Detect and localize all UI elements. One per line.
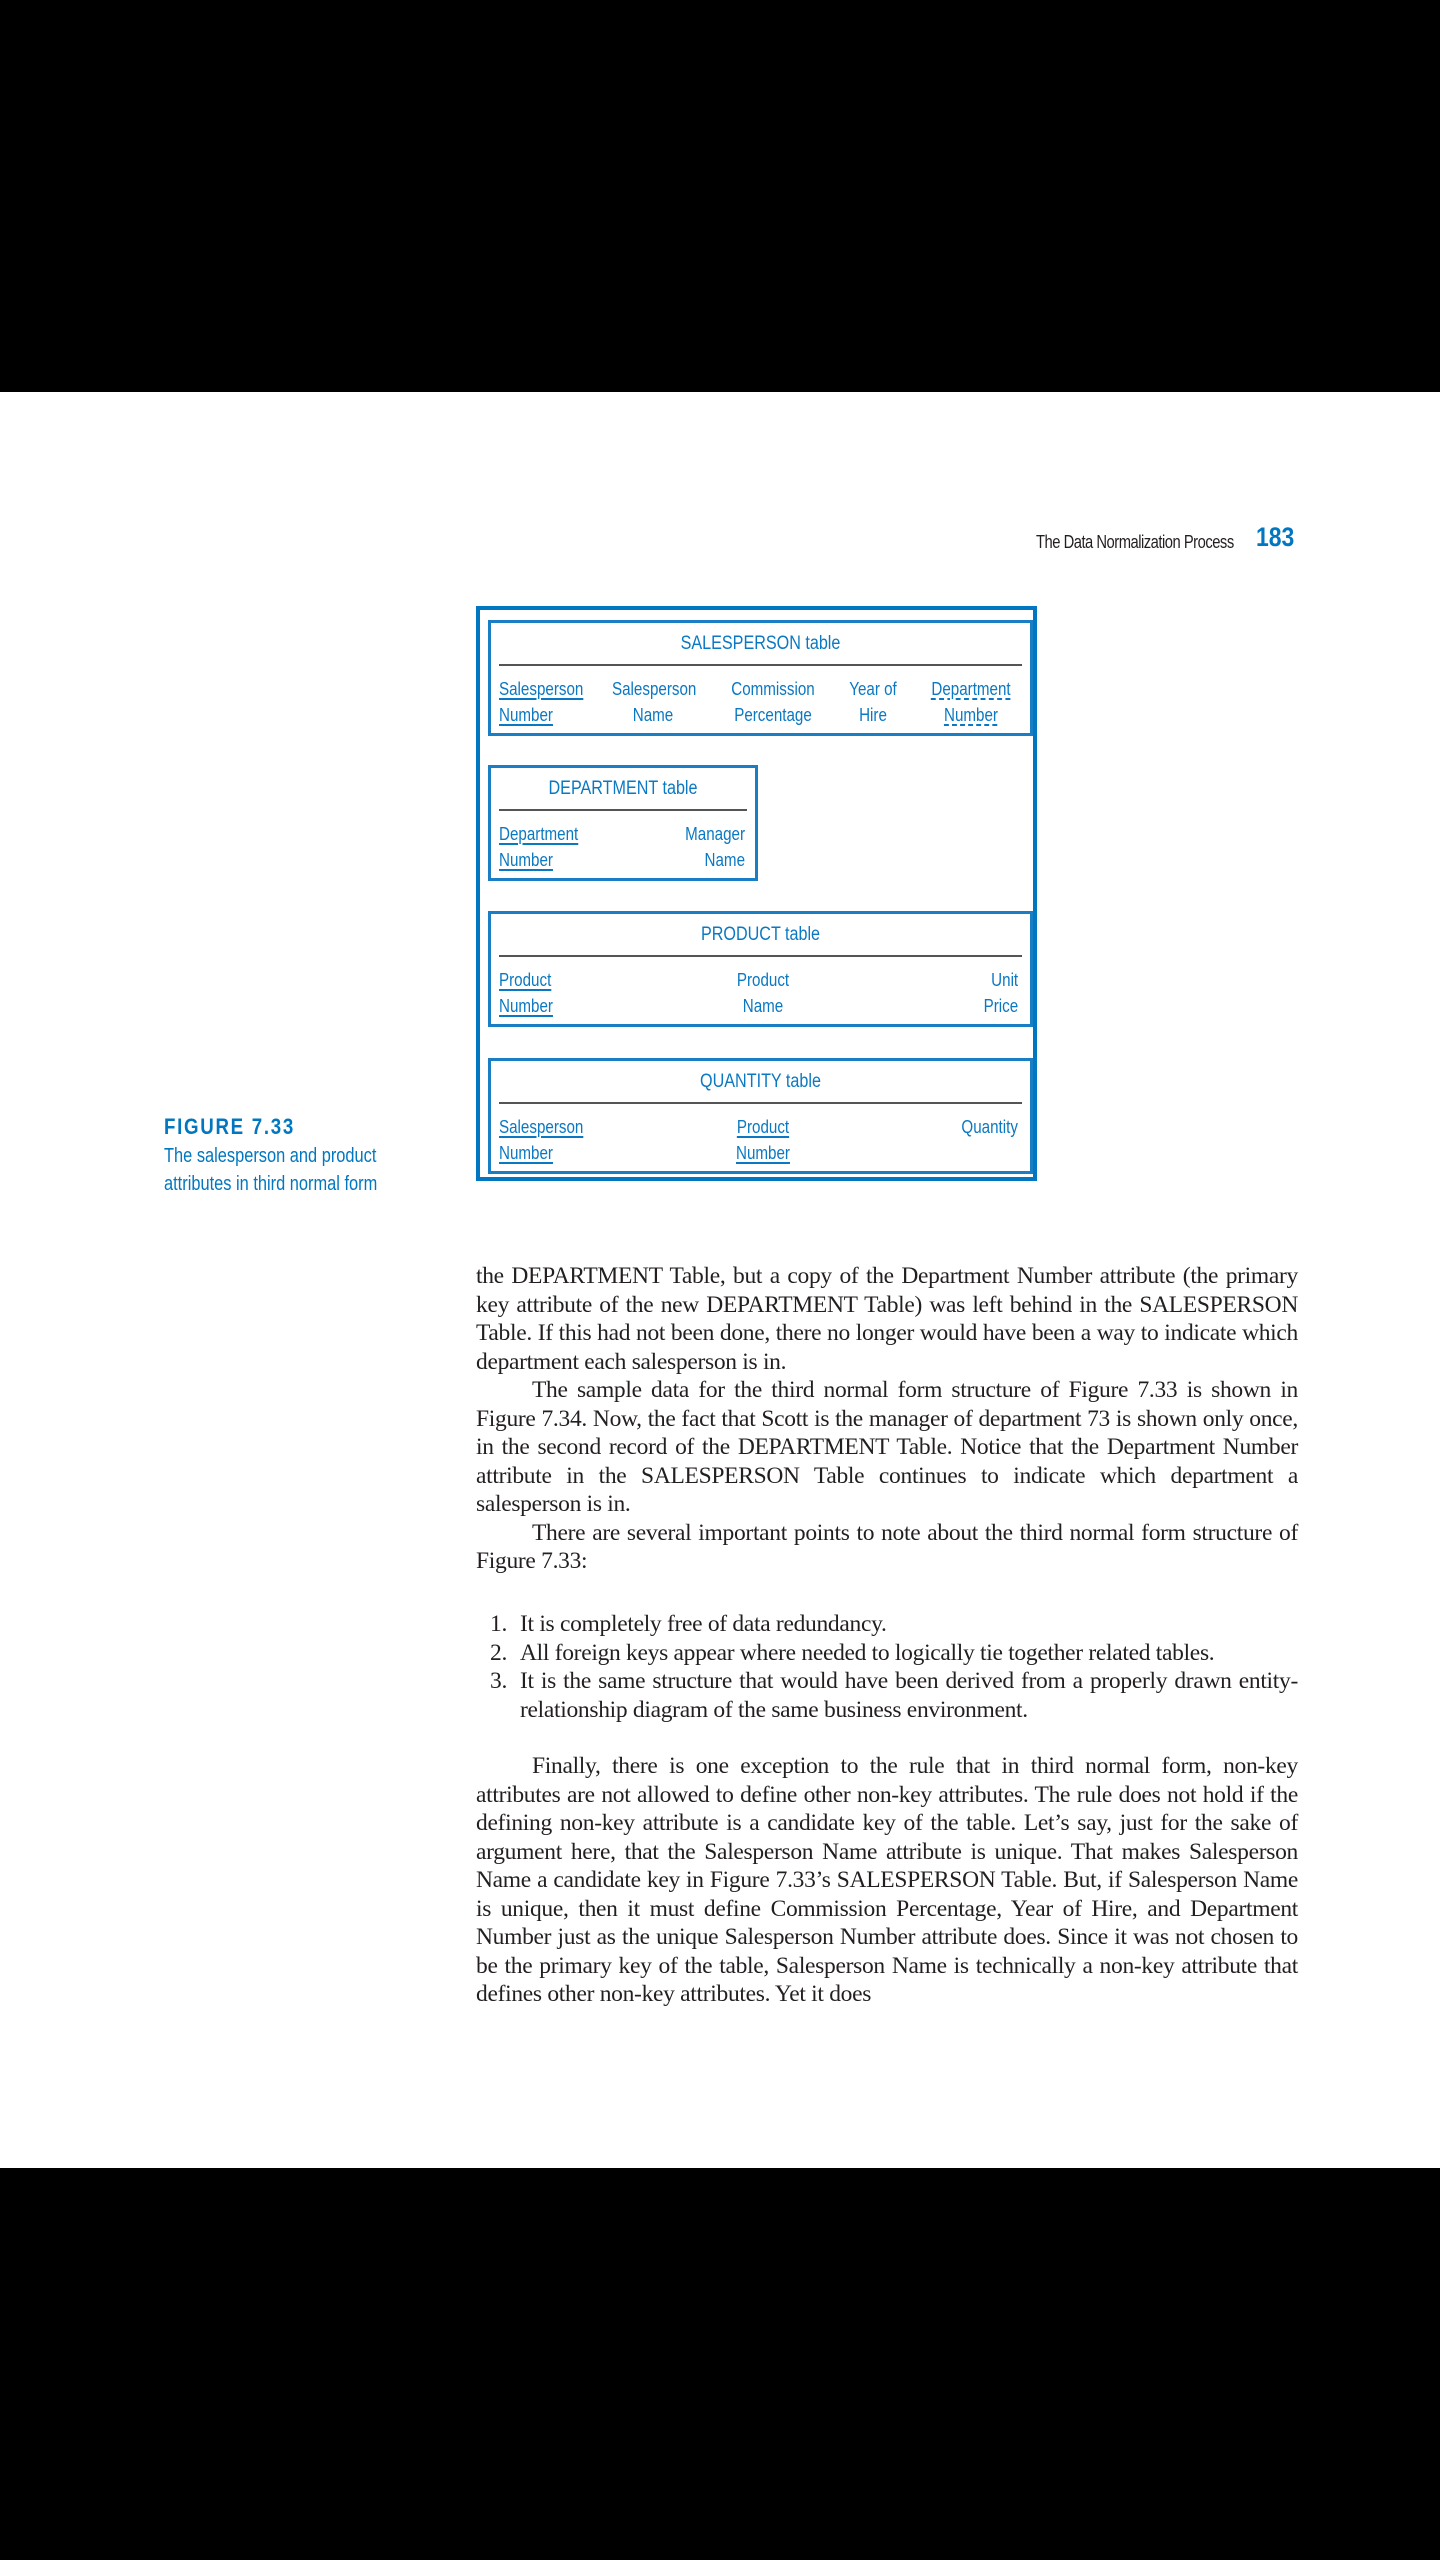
running-header-title: The Data Normalization Process bbox=[1036, 532, 1234, 552]
numbered-list bbox=[476, 1610, 1298, 1724]
divider bbox=[499, 1102, 1022, 1104]
salesperson-table bbox=[488, 620, 1033, 736]
attribute-primary-key: Product Number bbox=[499, 969, 553, 1016]
attribute: Product Name bbox=[736, 969, 790, 1016]
body-text-top bbox=[476, 1262, 1298, 1576]
attribute-primary-key: Salesperson Number bbox=[499, 678, 584, 725]
quantity-table bbox=[488, 1058, 1033, 1174]
attribute: Commission Percentage bbox=[731, 678, 815, 725]
figure-label: FIGURE 7.33 bbox=[164, 1114, 295, 1139]
product-table bbox=[488, 911, 1033, 1027]
attribute-primary-key: Department Number bbox=[499, 823, 579, 870]
attribute: Quantity bbox=[961, 1116, 1018, 1137]
attribute: Salesperson Name bbox=[612, 678, 697, 725]
list-item: 1. It is completely free of data redundancy. bbox=[490, 1611, 887, 1637]
department-table bbox=[488, 765, 758, 881]
figure-diagram bbox=[476, 606, 1037, 1181]
attribute: Unit Price bbox=[983, 969, 1018, 1016]
divider bbox=[499, 809, 747, 811]
body-text-bottom bbox=[476, 1752, 1298, 2009]
paragraph: The sample data for the third normal form structure of Figure 7.33 is shown in Figure 7.34. Now, the fact that Scott is the manager of department 73 is shown only once, in the second record of the DEPARTMENT Table. Notice that the Department Number attribute in the SALESPERSON Table continues to indicate which department a salesperson is in. bbox=[476, 1377, 1298, 1517]
attribute-composite-key: Product Number bbox=[736, 1116, 790, 1163]
attribute: Year of Hire bbox=[849, 678, 897, 725]
paragraph: There are several important points to note about the third normal form structure of Figure 7.33: bbox=[476, 1519, 1298, 1574]
attribute-foreign-key: Department Number bbox=[931, 678, 1011, 725]
attribute-composite-key: Salesperson Number bbox=[499, 1116, 584, 1163]
divider bbox=[499, 664, 1022, 666]
divider bbox=[499, 955, 1022, 957]
page-number: 183 bbox=[1256, 522, 1295, 552]
list-item: 2. All foreign keys appear where needed to logically tie together related tables. bbox=[490, 1639, 1215, 1666]
paragraph: Finally, there is one exception to the rule that in third normal form, non-key attributes are not allowed to define other non-key attributes. The rule does not hold if the defining non-key attribute is a candidate key of the table. Let’s say, just for the sake of argument here, that the Salesperson Name attribute is unique. That makes Salesperson Name a candidate key in Figure 7.33’s SALESPERSON Table. But, if Salesperson Name is unique, then it must define Commission Percentage, Year of Hire, and Department Number just as the unique Salesperson Number attribute does. Since it was not chosen to be the primary key of the table, Salesperson Name is technically a non-key attribute that defines other non-key attributes. Yet it does bbox=[476, 1753, 1298, 2007]
book-page bbox=[0, 392, 1440, 2168]
table-title: SALESPERSON table bbox=[680, 633, 841, 654]
list-item: 3. It is the same structure that would have been derived from a properly drawn entity-relationship diagram of the same business environment. bbox=[490, 1668, 1298, 1723]
table-title: DEPARTMENT table bbox=[548, 778, 698, 799]
figure-caption: The salesperson and product attributes in third normal form bbox=[164, 1145, 378, 1195]
table-title: QUANTITY table bbox=[700, 1071, 821, 1092]
attribute: Manager Name bbox=[685, 823, 745, 870]
table-title: PRODUCT table bbox=[700, 924, 821, 945]
paragraph: the DEPARTMENT Table, but a copy of the Department Number attribute (the primary key attribute of the new DEPARTMENT Table) was left behind in the SALESPERSON Table. If this had not been done, there no longer would have been a way to indicate which department each salesperson is in. bbox=[476, 1263, 1298, 1375]
